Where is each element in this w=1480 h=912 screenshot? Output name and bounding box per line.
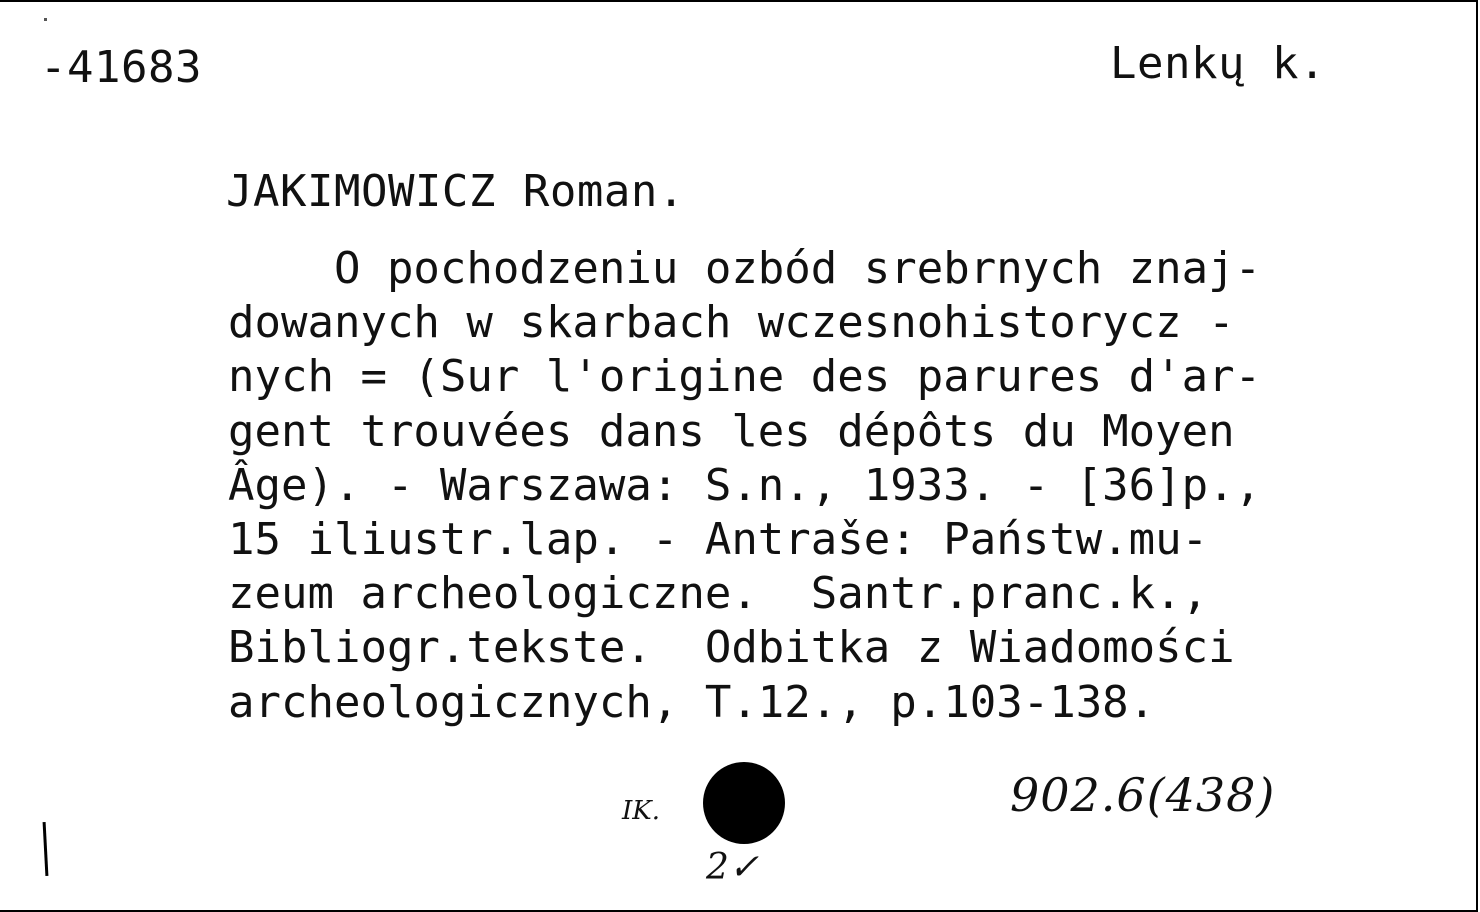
ik-handwritten-mark: IK. bbox=[622, 796, 660, 826]
description-line: nych = (Sur l'origine des parures d'ar- bbox=[228, 351, 1262, 403]
margin-tick-mark bbox=[43, 822, 49, 876]
description-line: Bibliogr.tekste. Odbitka z Wiadomości bbox=[228, 622, 1235, 674]
description-line: gent trouvées dans les dépôts du Moyen bbox=[228, 405, 1235, 457]
description-line: archeologicznych, T.12., p.103-138. bbox=[228, 676, 1156, 728]
copy-count-handwritten: 2✓ bbox=[706, 847, 760, 888]
description-line: 15 iliustr.lap. - Antraše: Państw.mu- bbox=[228, 513, 1209, 565]
description-line: Âge). - Warszawa: S.n., 1933. - [36]p., bbox=[228, 459, 1262, 511]
description-line: O pochodzeniu ozbód srebrnych znaj- bbox=[228, 243, 1262, 294]
punch-hole-dot bbox=[703, 762, 785, 844]
accession-number: -41683 bbox=[40, 42, 202, 93]
bibliographic-description bbox=[228, 242, 1261, 730]
location-label: Lenkų k. bbox=[1110, 38, 1326, 89]
speck-mark bbox=[44, 18, 47, 21]
classification-number: 902.6(438) bbox=[1010, 768, 1276, 822]
description-line: zeum archeologiczne. Santr.pranc.k., bbox=[228, 568, 1209, 620]
description-line: dowanych w skarbach wczesnohistorycz - bbox=[228, 297, 1235, 349]
author-heading: JAKIMOWICZ Roman. bbox=[226, 166, 685, 217]
